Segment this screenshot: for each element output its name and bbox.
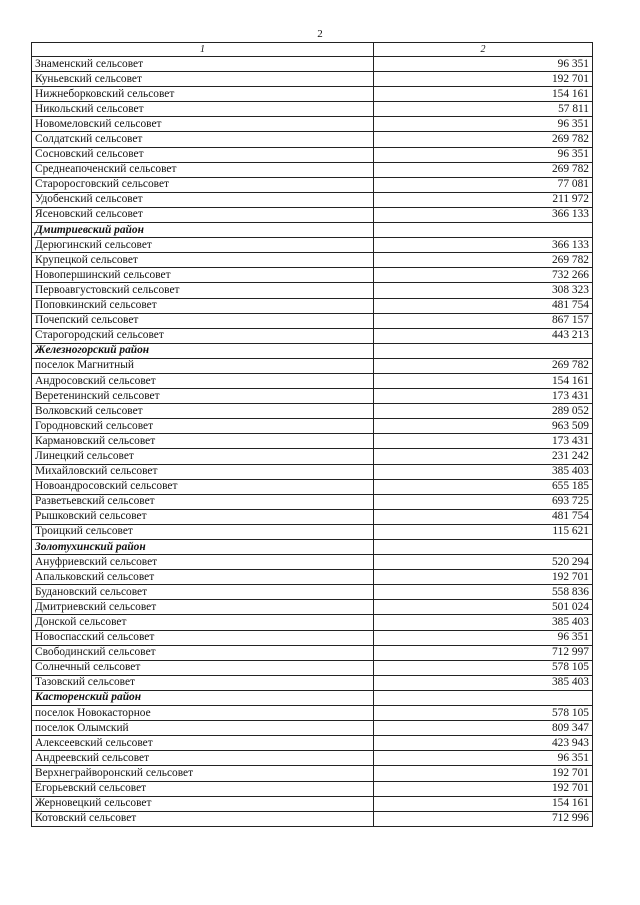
amount-value: 289 052: [374, 404, 593, 419]
table-row: [32, 72, 593, 87]
municipality-name: Рышковский сельсовет: [32, 509, 374, 524]
table-row: [32, 494, 593, 509]
municipality-name: Городновский сельсовет: [32, 419, 374, 434]
municipality-name: Знаменский сельсовет: [32, 57, 374, 72]
municipality-name: Будановский сельсовет: [32, 585, 374, 600]
amount-value: 77 081: [374, 177, 593, 192]
municipality-name: Дмитриевский сельсовет: [32, 600, 374, 615]
amount-value: 173 431: [374, 389, 593, 404]
municipality-name: Удобенский сельсовет: [32, 192, 374, 207]
municipality-name: Староросговский сельсовет: [32, 177, 374, 192]
table-row: [32, 721, 593, 736]
table-row: [32, 555, 593, 570]
municipality-name: Верхнеграйворонский сельсовет: [32, 766, 374, 781]
amount-value: 693 725: [374, 494, 593, 509]
amount-value: 501 024: [374, 600, 593, 615]
district-header-row: [32, 223, 593, 238]
table-row: [32, 645, 593, 660]
amount-value: 269 782: [374, 253, 593, 268]
amount-value: 443 213: [374, 328, 593, 343]
amount-value: 96 351: [374, 117, 593, 132]
amount-value: 173 431: [374, 434, 593, 449]
table-row: [32, 796, 593, 811]
municipality-name: поселок Новокасторное: [32, 706, 374, 721]
table-row: [32, 630, 593, 645]
table-row: [32, 449, 593, 464]
district-header-row: [32, 540, 593, 555]
municipality-name: Веретенинский сельсовет: [32, 389, 374, 404]
table-row: [32, 313, 593, 328]
amount-value: 96 351: [374, 57, 593, 72]
column-header-row: [32, 43, 593, 57]
amount-value: 192 701: [374, 72, 593, 87]
municipality-name: Ясеновский сельсовет: [32, 207, 374, 222]
table-row: [32, 268, 593, 283]
table-row: [32, 706, 593, 721]
amount-value: 481 754: [374, 509, 593, 524]
table-body: [32, 43, 593, 827]
table-row: [32, 419, 593, 434]
amount-value: 520 294: [374, 555, 593, 570]
amount-value: 269 782: [374, 358, 593, 373]
table-row: [32, 373, 593, 388]
municipality-name: Куньевский сельсовет: [32, 72, 374, 87]
municipality-name: Алексеевский сельсовет: [32, 736, 374, 751]
table-row: [32, 147, 593, 162]
amount-value: 867 157: [374, 313, 593, 328]
column-header-1: 1: [32, 43, 374, 57]
amount-value: 154 161: [374, 796, 593, 811]
municipality-name: Дерюгинский сельсовет: [32, 238, 374, 253]
municipality-name: поселок Магнитный: [32, 358, 374, 373]
table-row: [32, 283, 593, 298]
table-row: [32, 177, 593, 192]
table-row: [32, 570, 593, 585]
amount-value: 732 266: [374, 268, 593, 283]
municipality-name: Среднеапоченский сельсовет: [32, 162, 374, 177]
table-row: [32, 162, 593, 177]
amount-value: 96 351: [374, 630, 593, 645]
table-row: [32, 358, 593, 373]
table-row: [32, 479, 593, 494]
table-row: [32, 192, 593, 207]
municipality-name: Солдатский сельсовет: [32, 132, 374, 147]
amount-value: 154 161: [374, 373, 593, 388]
amount-value: 578 105: [374, 660, 593, 675]
amount-value: 192 701: [374, 766, 593, 781]
table-row: [32, 57, 593, 72]
amount-value: 211 972: [374, 192, 593, 207]
municipality-name: Поповкинский сельсовет: [32, 298, 374, 313]
table-row: [32, 524, 593, 539]
amount-value: 366 133: [374, 207, 593, 222]
table-row: [32, 766, 593, 781]
table-row: [32, 811, 593, 826]
district-name: Железногорский район: [32, 343, 374, 358]
amount-value: 809 347: [374, 721, 593, 736]
amount-value: [374, 223, 593, 238]
table-row: [32, 675, 593, 690]
district-name: Касторенский район: [32, 690, 374, 705]
table-row: [32, 298, 593, 313]
municipality-name: Почепский сельсовет: [32, 313, 374, 328]
amount-value: 192 701: [374, 781, 593, 796]
municipality-name: Егорьевский сельсовет: [32, 781, 374, 796]
table-row: [32, 781, 593, 796]
municipality-name: Жерновецкий сельсовет: [32, 796, 374, 811]
municipality-name: Свободинский сельсовет: [32, 645, 374, 660]
municipality-name: Донской сельсовет: [32, 615, 374, 630]
municipality-name: Михайловский сельсовет: [32, 464, 374, 479]
amount-value: 231 242: [374, 449, 593, 464]
amount-value: [374, 690, 593, 705]
table-row: [32, 389, 593, 404]
amount-value: 385 403: [374, 615, 593, 630]
municipality-name: Сосновский сельсовет: [32, 147, 374, 162]
municipality-name: Крупецкой сельсовет: [32, 253, 374, 268]
table-row: [32, 434, 593, 449]
municipality-name: Новомеловский сельсовет: [32, 117, 374, 132]
municipality-name: Ануфриевский сельсовет: [32, 555, 374, 570]
municipality-name: Новоспасский сельсовет: [32, 630, 374, 645]
municipality-name: Новоандросовский сельсовет: [32, 479, 374, 494]
district-name: Дмитриевский район: [32, 223, 374, 238]
allocation-table: [31, 42, 593, 827]
amount-value: 57 811: [374, 102, 593, 117]
amount-value: 269 782: [374, 162, 593, 177]
table-row: [32, 87, 593, 102]
municipality-name: Апальковский сельсовет: [32, 570, 374, 585]
amount-value: 712 996: [374, 811, 593, 826]
municipality-name: Тазовский сельсовет: [32, 675, 374, 690]
table-row: [32, 585, 593, 600]
table-row: [32, 117, 593, 132]
amount-value: 192 701: [374, 570, 593, 585]
amount-value: 115 621: [374, 524, 593, 539]
table-row: [32, 102, 593, 117]
municipality-name: Нижнеборковский сельсовет: [32, 87, 374, 102]
amount-value: 963 509: [374, 419, 593, 434]
amount-value: 712 997: [374, 645, 593, 660]
amount-value: 154 161: [374, 87, 593, 102]
municipality-name: поселок Олымский: [32, 721, 374, 736]
table-row: [32, 615, 593, 630]
amount-value: 558 836: [374, 585, 593, 600]
amount-value: 481 754: [374, 298, 593, 313]
amount-value: 385 403: [374, 675, 593, 690]
municipality-name: Разветьевский сельсовет: [32, 494, 374, 509]
amount-value: 578 105: [374, 706, 593, 721]
table-row: [32, 600, 593, 615]
municipality-name: Линецкий сельсовет: [32, 449, 374, 464]
table-row: [32, 660, 593, 675]
district-name: Золотухинский район: [32, 540, 374, 555]
table-row: [32, 253, 593, 268]
table-row: [32, 207, 593, 222]
page-number: 2: [317, 28, 323, 40]
table-row: [32, 328, 593, 343]
amount-value: [374, 540, 593, 555]
municipality-name: Андросовский сельсовет: [32, 373, 374, 388]
municipality-name: Волковский сельсовет: [32, 404, 374, 419]
municipality-name: Котовский сельсовет: [32, 811, 374, 826]
district-header-row: [32, 690, 593, 705]
amount-value: 96 351: [374, 147, 593, 162]
table-row: [32, 509, 593, 524]
table-row: [32, 464, 593, 479]
table-row: [32, 736, 593, 751]
amount-value: 269 782: [374, 132, 593, 147]
municipality-name: Первоавгустовский сельсовет: [32, 283, 374, 298]
amount-value: 366 133: [374, 238, 593, 253]
amount-value: 423 943: [374, 736, 593, 751]
table-row: [32, 751, 593, 766]
amount-value: 385 403: [374, 464, 593, 479]
amount-value: 655 185: [374, 479, 593, 494]
table-row: [32, 238, 593, 253]
municipality-name: Кармановский сельсовет: [32, 434, 374, 449]
column-header-2: 2: [374, 43, 593, 57]
amount-value: 308 323: [374, 283, 593, 298]
municipality-name: Солнечный сельсовет: [32, 660, 374, 675]
municipality-name: Старогородский сельсовет: [32, 328, 374, 343]
amount-value: 96 351: [374, 751, 593, 766]
table-row: [32, 132, 593, 147]
table-row: [32, 404, 593, 419]
district-header-row: [32, 343, 593, 358]
municipality-name: Новопершинский сельсовет: [32, 268, 374, 283]
municipality-name: Троицкий сельсовет: [32, 524, 374, 539]
municipality-name: Андреевский сельсовет: [32, 751, 374, 766]
amount-value: [374, 343, 593, 358]
municipality-name: Никольский сельсовет: [32, 102, 374, 117]
